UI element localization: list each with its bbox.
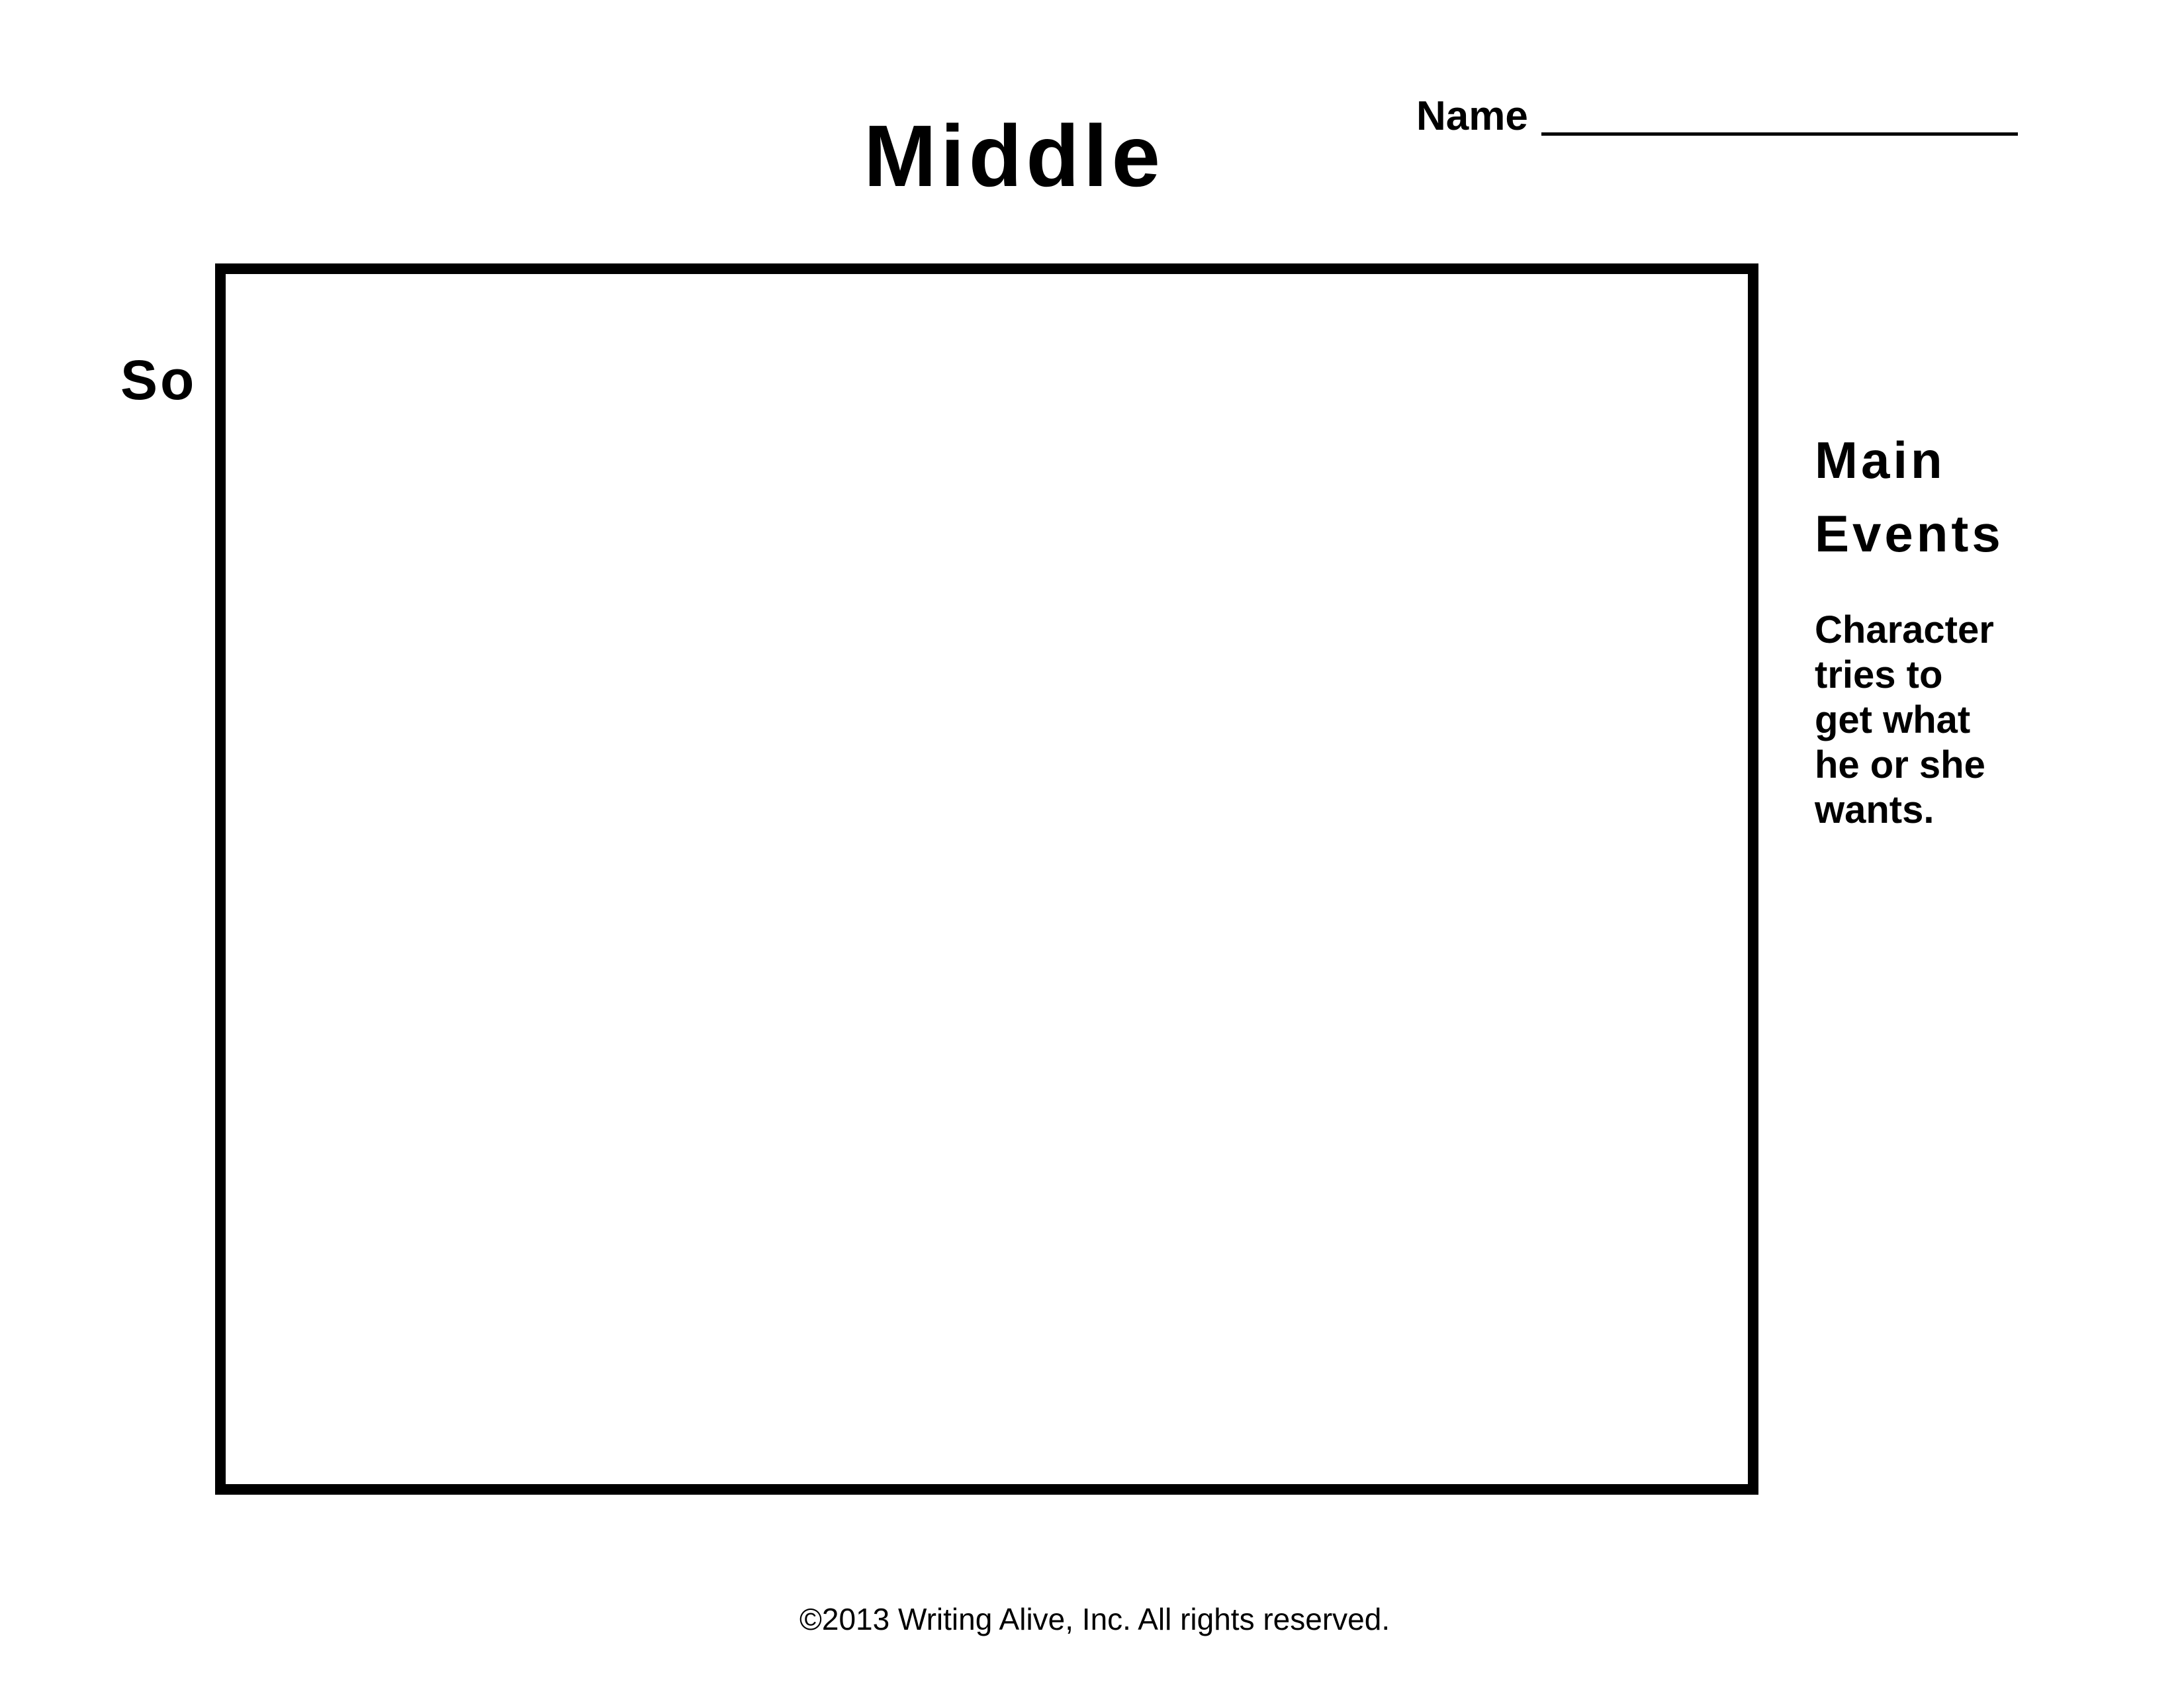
page-title: Middle	[864, 107, 1164, 205]
main-events-heading	[1815, 424, 2004, 571]
name-field	[1416, 93, 2018, 139]
description-line-4: he or she	[1815, 743, 1985, 786]
description-line-2: tries to	[1815, 653, 1943, 696]
character-description	[1815, 608, 2066, 833]
so-label: So	[120, 349, 197, 411]
name-label: Name	[1416, 93, 1528, 139]
copyright-footer: ©2013 Writing Alive, Inc. All rights reserved.	[799, 1602, 1390, 1636]
drawing-box[interactable]	[215, 263, 1758, 1495]
name-write-line[interactable]	[1541, 132, 2018, 136]
description-line-1: Character	[1815, 608, 1994, 651]
main-events-line-1: Main	[1815, 431, 1946, 489]
description-line-5: wants.	[1815, 788, 1934, 831]
description-line-3: get what	[1815, 698, 1971, 741]
main-events-line-2: Events	[1815, 504, 2004, 563]
